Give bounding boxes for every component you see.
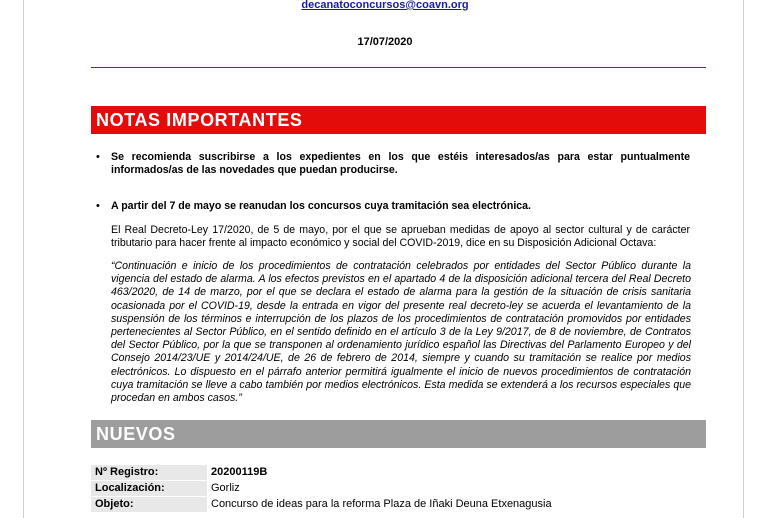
section-title-notas: NOTAS IMPORTANTES	[91, 106, 706, 134]
registry-label: Nº Registro:	[91, 465, 207, 480]
location-row	[91, 481, 706, 496]
location-label: Localización:	[91, 481, 207, 496]
document-date: 17/07/2020	[357, 36, 413, 48]
note-subscribe: Se recomienda suscribirse a los expedientes en los que estéis interesados/as para estar puntualmente informados/as de las novedades que puedan producirse.	[111, 151, 690, 176]
object-row	[91, 497, 706, 512]
section-title-nuevos: NUEVOS	[91, 420, 706, 448]
decree-quote: “Continuación e inicio de los procedimientos de contratación celebrados por entidades del Sector Público durante la vigencia del estado de alarma. A los efectos previstos en el apartado 4 de la disposición adicional tercera del Real Decreto 463/2020, de 14 de marzo, por el que se declara el estado de alarma para la gestión de la situación de crisis sanitaria ocasionada por el COVID-19, desde la entrada en vigor del presente real decreto-ley se acuerda el levantamiento de la suspensión de los términos e interrupción de los plazos de los procedimientos de contratación promovidos por entidades pertenecientes al Sector Público, en el sentido definido en el artículo 3 de la Ley 9/2017, de 8 de noviembre, de Contratos del Sector Público, por la que se transponen al ordenamiento jurídico español las Directivas del Parlamento Europeo y del Consejo 2014/23/UE y 2014/24/UE, de 26 de febrero de 2014, siempre y cuando su tramitación se realice por medios electrónicos. Lo dispuesto en el párrafo anterior permitirá igualmente el inicio de nuevos procedimientos de contratación cuya tramitación se lleve a cabo también por medios electrónicos. Esta medida se extenderá a los recursos especiales que procedan en ambos casos.”	[111, 260, 691, 405]
location-value: Gorliz	[211, 482, 240, 494]
header-divider	[91, 67, 706, 68]
bullet-icon: •	[96, 151, 100, 163]
decree-paragraph: El Real Decreto-Ley 17/2020, de 5 de mayo, por el que se aprueban medidas de apoyo al sector cultural y de carácter tributario para hacer frente al impacto económico y social del COVID-2019, dice en su Disposición Adicional Octava:	[111, 224, 690, 249]
note-electronic-contests: A partir del 7 de mayo se reanudan los concursos cuya tramitación sea electrónica.	[111, 200, 531, 212]
registry-value: 20200119B	[211, 466, 268, 478]
object-value: Concurso de ideas para la reforma Plaza de Iñaki Deuna Etxenagusia	[211, 498, 552, 510]
contact-email-link[interactable]: decanatoconcursos@coavn.org	[301, 0, 469, 11]
registry-row	[91, 465, 706, 480]
object-label: Objeto:	[91, 497, 207, 512]
bullet-icon: •	[96, 200, 100, 212]
